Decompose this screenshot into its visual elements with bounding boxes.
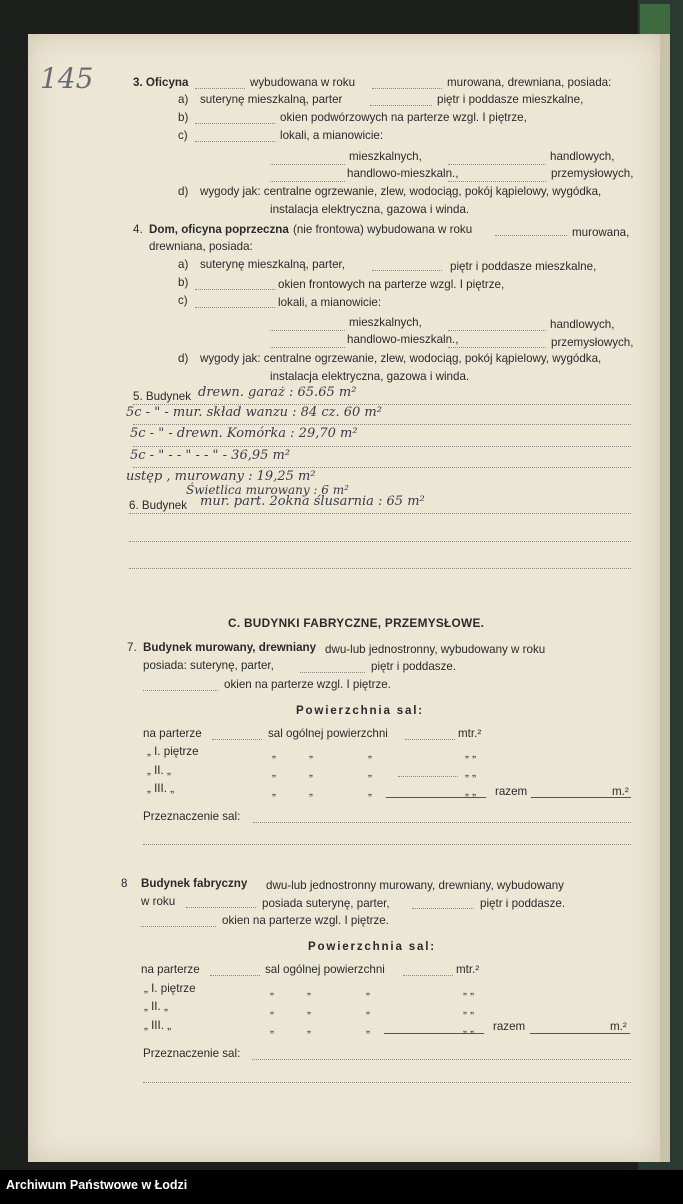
dotted-line xyxy=(210,975,260,976)
s4-a-end: piętr i poddasze mieszkalne, xyxy=(450,260,597,273)
s4-title-rest: (nie frontowa) wybudowana w roku xyxy=(293,223,473,236)
ditto-mark: „ xyxy=(307,1003,311,1016)
archive-footer: Archiwum Państwowe w Łodzi xyxy=(6,1178,188,1192)
s6-label: 6. Budynek xyxy=(129,499,188,512)
dotted-line xyxy=(186,907,256,908)
s8-bold: Budynek fabryczny xyxy=(141,877,248,890)
s7-r1b: sal ogólnej powierzchni xyxy=(268,727,388,740)
dotted-line xyxy=(133,424,631,425)
dotted-line xyxy=(270,181,345,182)
s4-num: 4. xyxy=(133,223,143,236)
s3-a-end: piętr i poddasze mieszkalne, xyxy=(437,93,584,106)
dotted-line xyxy=(212,739,262,740)
s8-r1c: mtr.² xyxy=(456,963,480,976)
s8-r2: „ I. piętrze xyxy=(144,982,196,995)
dotted-line xyxy=(195,141,275,142)
s3-a-text: suterynę mieszkalną, parter xyxy=(200,93,343,106)
s8-num: 8 xyxy=(121,877,128,890)
ditto-mark: „ xyxy=(307,1022,311,1035)
dotted-line xyxy=(448,164,546,165)
s3-d-text2: instalacja elektryczna, gazowa i winda. xyxy=(270,203,470,216)
dotted-line xyxy=(195,307,275,308)
s8-r4: „ III. „ xyxy=(144,1019,172,1032)
ditto-mark: „ xyxy=(307,984,311,997)
s4-l2: drewniana, posiada: xyxy=(149,240,253,253)
dotted-line xyxy=(495,235,567,236)
ditto-mark: „ xyxy=(272,747,276,760)
s5-handwritten-3: 5c - " - drewn. Komórka : 29,70 m² xyxy=(130,426,358,441)
s4-a: a) xyxy=(178,258,189,271)
s3-l1b: murowana, drewniana, posiada: xyxy=(447,76,612,89)
dotted-line xyxy=(195,88,245,89)
s3-a: a) xyxy=(178,93,189,106)
dotted-line xyxy=(129,541,631,542)
s8-razem: razem xyxy=(493,1020,526,1033)
ditto-mark: „ „ xyxy=(465,766,476,779)
dotted-line xyxy=(370,105,432,106)
s3-c-text: lokali, a mianowicie: xyxy=(280,129,384,142)
s5-label: 5. Budynek xyxy=(133,390,192,403)
dotted-line xyxy=(141,926,216,927)
s5-handwritten-6: Świetlica murowany : 6 m² xyxy=(186,483,349,497)
dotted-line xyxy=(448,330,546,331)
s5-handwritten-4: 5c - " - - " - - " - 36,95 m² xyxy=(130,448,291,463)
ditto-mark: „ „ xyxy=(463,1022,474,1035)
dotted-line xyxy=(143,844,631,845)
dotted-line xyxy=(448,347,546,348)
dotted-line xyxy=(403,975,453,976)
s3-d-text: wygody jak: centralne ogrzewanie, zlew, wodociąg, pokój kąpielowy, wygódka, xyxy=(200,185,602,198)
s5-handwritten-2: 5c - " - mur. skład wanzu : 84 cz. 60 m² xyxy=(126,405,382,420)
ditto-mark: „ xyxy=(368,747,372,760)
dotted-line xyxy=(133,446,631,447)
s7-l3: okien na parterze wzgl. I piętrze. xyxy=(224,678,391,691)
dotted-line xyxy=(372,270,442,271)
s8-r3: „ II. „ xyxy=(144,1000,168,1013)
dotted-line xyxy=(133,467,631,468)
s7-bold: Budynek murowany, drewniany xyxy=(143,641,317,654)
dotted-line xyxy=(372,88,442,89)
s6-handwritten: mur. part. 2okna ślusarnia : 65 m² xyxy=(200,494,425,509)
dotted-line xyxy=(398,776,458,777)
ditto-mark: „ xyxy=(272,766,276,779)
s7-l2: posiada: suterynę, parter, xyxy=(143,659,274,672)
s4-przem: przemysłowych, xyxy=(551,336,634,349)
dotted-line xyxy=(195,123,275,124)
s7-r1: na parterze xyxy=(143,727,202,740)
s8-r1b: sal ogólnej powierzchni xyxy=(265,963,385,976)
s7-razem: razem xyxy=(495,785,528,798)
s4-c: c) xyxy=(178,294,188,307)
s4-d-text: wygody jak: centralne ogrzewanie, zlew, wodociąg, pokój kąpielowy, wygódka, xyxy=(200,352,602,365)
dotted-line xyxy=(195,289,275,290)
s7-przeznaczenie: Przeznaczenie sal: xyxy=(143,810,241,823)
s3-c: c) xyxy=(178,129,188,142)
s4-a-text: suterynę mieszkalną, parter, xyxy=(200,258,345,271)
ditto-mark: „ xyxy=(366,984,370,997)
s7-r2: „ I. piętrze xyxy=(147,745,199,758)
s4-handl: handlowych, xyxy=(550,318,615,331)
dotted-line xyxy=(253,822,631,823)
s3-b: b) xyxy=(178,111,189,124)
dotted-line xyxy=(270,164,345,165)
dotted-line xyxy=(270,330,345,331)
ditto-mark: „ xyxy=(309,747,313,760)
s8-rest: dwu-lub jednostronny murowany, drewniany, wybudowany xyxy=(266,879,564,892)
dotted-line xyxy=(143,690,218,691)
s7-r1c: mtr.² xyxy=(458,727,482,740)
dotted-line xyxy=(448,181,546,182)
s4-b-text: okien frontowych na parterze wzgl. I piętrze, xyxy=(278,278,505,291)
page-number: 145 xyxy=(40,62,94,95)
ditto-mark: „ „ xyxy=(465,785,476,798)
s8-przeznaczenie: Przeznaczenie sal: xyxy=(143,1047,241,1060)
ditto-mark: „ xyxy=(366,1022,370,1035)
s4-d: d) xyxy=(178,352,189,365)
s5-handwritten-5: ustęp , murowany : 19,25 m² xyxy=(126,469,316,484)
s8-l2: w roku xyxy=(141,895,176,908)
s7-l2b: piętr i poddasze. xyxy=(371,660,457,673)
s7-powierzchnia: Powierzchnia sal: xyxy=(296,704,424,717)
ditto-mark: „ xyxy=(270,1003,274,1016)
dotted-line xyxy=(405,739,455,740)
dotted-line xyxy=(412,908,474,909)
s3-b-text: okien podwórzowych na parterze wzgl. I piętrze, xyxy=(280,111,527,124)
s3-l1a: wybudowana w roku xyxy=(250,76,356,89)
ditto-mark: „ xyxy=(368,766,372,779)
s4-mieszk: mieszkalnych, xyxy=(349,316,422,329)
s3-mieszk: mieszkalnych, xyxy=(349,150,422,163)
s7-num: 7. xyxy=(127,641,137,654)
ditto-mark: „ „ xyxy=(463,984,474,997)
ditto-mark: „ xyxy=(309,785,313,798)
s4-b: b) xyxy=(178,276,189,289)
dotted-line xyxy=(252,1059,631,1060)
ditto-mark: „ xyxy=(368,785,372,798)
s4-d-text2: instalacja elektryczna, gazowa i winda. xyxy=(270,370,470,383)
s8-powierzchnia: Powierzchnia sal: xyxy=(308,940,436,953)
s7-rest: dwu-lub jednostronny, wybudowany w roku xyxy=(325,643,546,656)
s7-m2: m.² xyxy=(612,785,629,798)
ditto-mark: „ xyxy=(309,766,313,779)
s4-title-end: murowana, xyxy=(572,226,630,239)
ditto-mark: „ „ xyxy=(465,747,476,760)
s5-handwritten-1: drewn. garaż : 65.65 m² xyxy=(198,385,357,400)
s8-l3: okien na parterze wzgl. I piętrze. xyxy=(222,914,389,927)
dotted-line xyxy=(300,672,365,673)
s7-r3: „ II. „ xyxy=(147,764,171,777)
s4-title-bold: Dom, oficyna poprzeczna xyxy=(149,223,289,236)
s3-przem: przemysłowych, xyxy=(551,167,634,180)
s3-handl: handlowych, xyxy=(550,150,615,163)
s3-handlmieszk: handlowo-mieszkaln., xyxy=(347,167,459,180)
ditto-mark: „ xyxy=(366,1003,370,1016)
s3-title: 3. Oficyna xyxy=(133,76,189,89)
s7-r4: „ III. „ xyxy=(147,782,175,795)
s4-c-text: lokali, a mianowicie: xyxy=(278,296,382,309)
ditto-mark: „ xyxy=(270,984,274,997)
s3-d: d) xyxy=(178,185,189,198)
ditto-mark: „ xyxy=(270,1022,274,1035)
dotted-line xyxy=(270,347,345,348)
s4-handlmieszk: handlowo-mieszkaln., xyxy=(347,333,459,346)
ditto-mark: „ xyxy=(272,785,276,798)
dotted-line xyxy=(129,513,631,514)
section-c-title: C. BUDYNKI FABRYCZNE, PRZEMYSŁOWE. xyxy=(228,616,485,630)
ditto-mark: „ „ xyxy=(463,1003,474,1016)
dotted-line xyxy=(143,1082,631,1083)
page-edge xyxy=(660,34,670,1162)
s8-l2c: piętr i poddasze. xyxy=(480,897,566,910)
s8-m2: m.² xyxy=(610,1020,627,1033)
dotted-line xyxy=(129,568,631,569)
s8-r1: na parterze xyxy=(141,963,200,976)
s8-l2b: posiada suterynę, parter, xyxy=(262,897,390,910)
binding-tab xyxy=(640,4,670,34)
